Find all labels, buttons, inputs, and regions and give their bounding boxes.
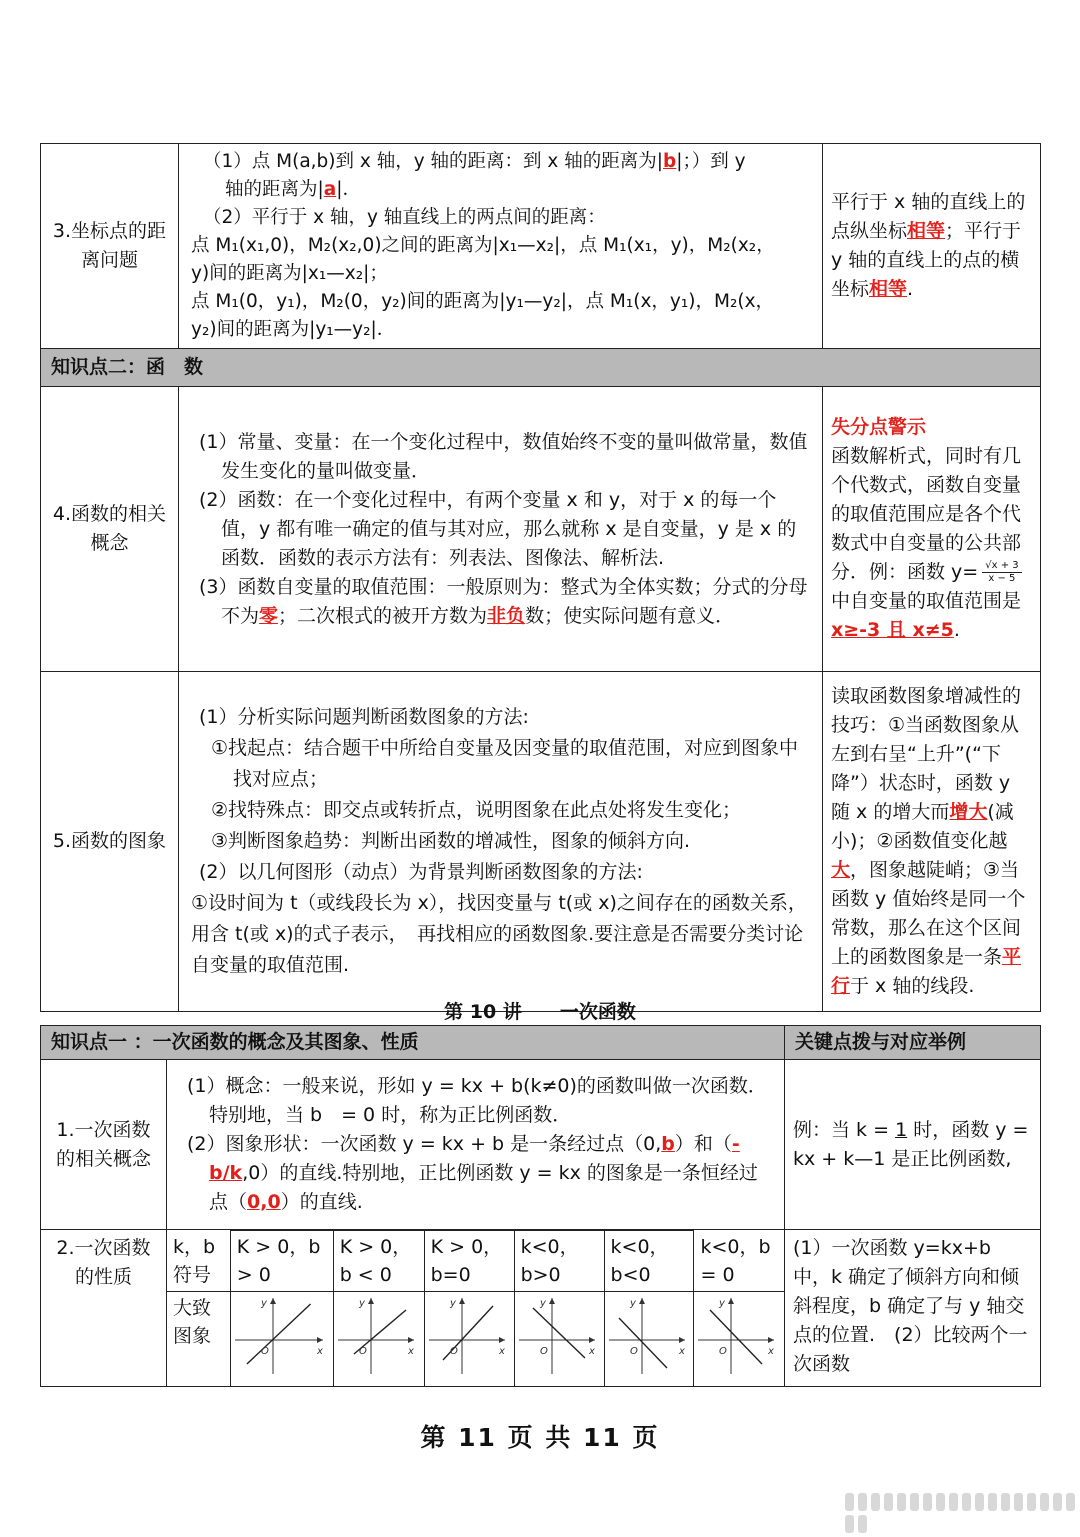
knowledge-table-top [40,143,1041,1012]
x-axis-label: x [407,1346,414,1357]
linear-properties-label: 2.一次函数的性质 [41,1230,167,1387]
case-5: k<0，b<0 [604,1231,694,1292]
x-axis-label: x [768,1346,775,1357]
row-linear-concept [41,1060,1041,1230]
graph-cell-6 [694,1292,784,1387]
case-2: K > 0，b < 0 [333,1231,424,1292]
graph-row [167,1292,784,1387]
section4-note: 失分点警示 函数解析式，同时有几个代数式，函数自变量的取值范围应是各个代数式中自变量的公共部分．例：函数 y= $\frac{√x + 3}{x - 5}$ 中自变量的取值范围是x≥-3 且 x≠5. [823,387,1041,672]
y-axis-arrow [270,1298,276,1304]
x-axis-arrow [589,1337,595,1343]
x-axis-arrow [679,1337,685,1343]
x-axis-label: x [498,1346,505,1357]
linear-concept-note: 例：当 k = 1 时，函数 y = kx + k—1 是正比例函数, [785,1060,1041,1230]
section4-content: (1）常量、变量：在一个变化过程中，数值始终不变的量叫做常量，数值发生变化的量叫做变量． (2）函数：在一个变化过程中，有两个变量 x 和 y，对于 x 的每一个值，y 都有唯一确定的值与其对应，那么就称 x 是自变量，y 是 x 的函数．函数的表示方法有：列表法、图像法、解析法. (3）函数自变量的取值范围：一般原则为：整式为全体实数；分式的分母不为零；二次根式的被开方数为非负数；使实际问题有意义． [179,387,823,672]
y-axis-arrow [549,1298,555,1304]
origin-label: O [719,1346,728,1357]
row-section-4 [41,387,1041,672]
function-line [710,1310,762,1364]
graph-label: 大致图象 [167,1292,230,1387]
kp1-header-right: 关键点拨与对应举例 [785,1026,1041,1060]
graph-cell-1 [230,1292,333,1387]
origin-label: O [260,1346,269,1357]
x-axis-label: x [316,1346,323,1357]
linear-function-table [40,1025,1041,1387]
graph-1 [231,1292,331,1378]
case-3: K > 0，b=0 [424,1231,514,1292]
graph-2 [334,1292,422,1378]
y-axis-label: y [449,1298,456,1309]
linear-properties-note: (1）一次函数 y=kx+b 中，k 确定了倾斜方向和倾斜程度，b 确定了与 y 轴交点的位置. (2）比较两个一次函数 [785,1230,1041,1387]
y-axis-arrow [368,1298,374,1304]
graph-cell-5 [604,1292,694,1387]
section3-note: 平行于 x 轴的直线上的点纵坐标相等；平行于 y 轴的直线上的点的横坐标相等. [823,144,1041,349]
x-axis-arrow [768,1337,774,1343]
graph-cell-3 [424,1292,514,1387]
origin-label: O [629,1346,638,1357]
graph-4 [515,1292,603,1378]
x-axis-label: x [678,1346,685,1357]
y-axis-label: y [358,1298,365,1309]
y-axis-arrow [459,1298,465,1304]
lecture-title: 第 10 讲 一次函数 [444,1001,636,1023]
graph-6 [694,1292,782,1378]
row-kp1-header [41,1026,1041,1060]
y-axis-label: y [629,1298,636,1309]
graph-3 [425,1292,513,1378]
case-6: k<0，b = 0 [694,1231,784,1292]
section5-note: 读取函数图象增减性的技巧：①当函数图象从左到右呈“上升”(“下降”）状态时，函数 y 随 x 的增大而增大(减小)；②函数值变化越大，图象越陡峭；③当函数 y 值始终是同一个常数，那么在这个区间上的函数图象是一条平行于 x 轴的线段. [823,672,1041,1012]
function-line [247,1304,311,1364]
section5-label: 5.函数的图象 [41,672,179,1012]
section4-label: 4.函数的相关概念 [41,387,179,672]
graph-5 [605,1292,693,1378]
y-axis-label: y [719,1298,726,1309]
properties-grid [167,1230,784,1386]
row-linear-properties [41,1230,1041,1387]
watermark-bars-icon [845,1493,1080,1537]
y-axis-label: y [260,1298,267,1309]
y-axis-arrow [728,1298,734,1304]
warning-title: 失分点警示 [831,416,927,438]
linear-concept-label: 1.一次函数的相关概念 [41,1060,167,1230]
origin-label: O [449,1346,458,1357]
fraction-expression: $\frac{√x + 3}{x - 5}$ [982,560,1021,585]
graph-cell-4 [514,1292,604,1387]
section3-label: 3.坐标点的距离问题 [41,144,179,349]
sign-label: k，b 符号 [167,1231,230,1292]
sign-row [167,1231,784,1292]
row-section-5 [41,672,1041,1012]
origin-label: O [358,1346,367,1357]
function-line [619,1318,667,1368]
row-kp2-header [41,349,1041,387]
origin-label: O [539,1346,548,1357]
x-axis-arrow [408,1337,414,1343]
row-section-3 [41,144,1041,349]
section5-content: (1）分析实际问题判断函数图象的方法: ①找起点：结合题干中所给自变量及因变量的取值范围，对应到图象中找对应点； ②找特殊点：即交点或转折点，说明图象在此点处将发生变化； ③判断图象趋势：判断出函数的增减性，图象的倾斜方向. (2）以几何图形（动点）为背景判断函数图象的方法: ①设时间为 t（或线段长为 x），找因变量与 t(或 x)之间存在的函数关系，用含 t(或 x)的式子表示， 再找相应的函数图象.要注意是否需要分类讨论自变量的取值范围. [179,672,823,1012]
case-4: k<0，b>0 [514,1231,604,1292]
linear-properties-grid-cell [167,1230,785,1387]
y-axis-label: y [539,1298,546,1309]
x-axis-arrow [499,1337,505,1343]
linear-concept-content: (1）概念：一般来说，形如 y = kx + b(k≠0)的函数叫做一次函数．特别地，当 b = 0 时，称为正比例函数． (2）图象形状：一次函数 y = kx + b 是一条经过点（0,b）和（-b/k,0）的直线.特别地，正比例函数 y = kx 的图象是一条恒经过点（0,0）的直线. [167,1060,785,1230]
graph-cell-2 [333,1292,424,1387]
page-footer: 第 11 页 共 11 页 [420,1423,660,1452]
x-axis-arrow [317,1337,323,1343]
y-axis-arrow [639,1298,645,1304]
kp2-header: 知识点二：函 数 [41,349,1041,387]
x-axis-label: x [588,1346,595,1357]
section3-content: （1）点 M(a,b)到 x 轴，y 轴的距离：到 x 轴的距离为|b|；）到 y 轴的距离为|a|． （2）平行于 x 轴，y 轴直线上的两点间的距离： 点 M₁(x₁,0)，M₂(x₂,0)之间的距离为|x₁—x₂|，点 M₁(x₁，y)，M₂(x₂， y)间的距离为|x₁—x₂|； 点 M₁(0，y₁)，M₂(0，y₂)间的距离为|y₁—y₂|，点 M₁(x，y₁)，M₂(x， y₂)间的距离为|y₁—y₂|． [179,144,823,349]
kp1-header: 知识点一 ：一次函数的概念及其图象、性质 [41,1026,785,1060]
case-1: K > 0，b > 0 [230,1231,333,1292]
